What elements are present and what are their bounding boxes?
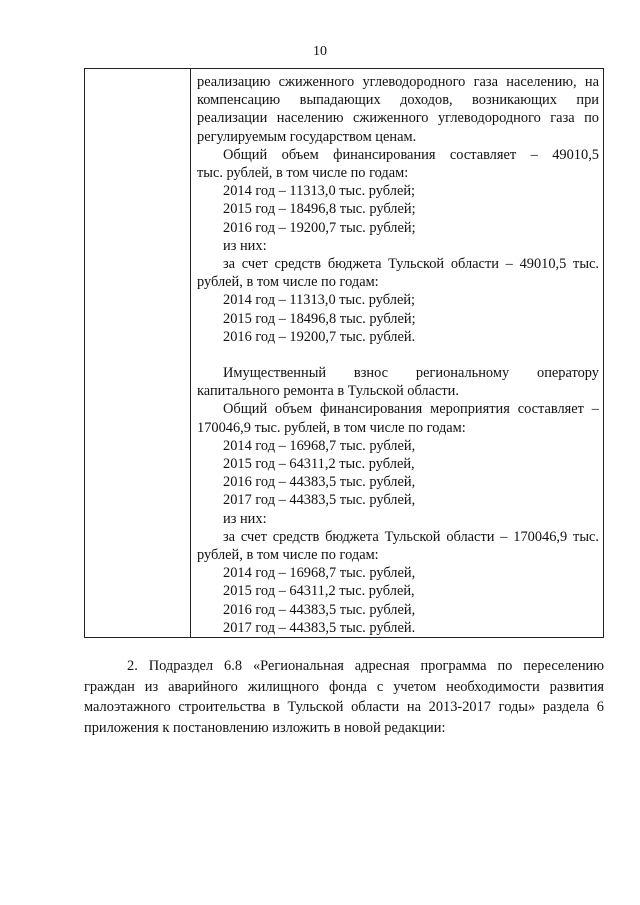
capital-repair-budget-year-line: 2014 год – 16968,7 тыс. рублей, (223, 565, 416, 582)
capital-repair-title-line: Имущественный взнос региональному оператору (223, 365, 599, 382)
capital-repair-year-line: 2014 год – 16968,7 тыс. рублей, (223, 437, 416, 454)
capital-repair-budget-line: за счет средств бюджета Тульской области – 170046,9 тыс. (223, 528, 599, 545)
capital-repair-year-line: 2015 год – 64311,2 тыс. рублей, (223, 456, 415, 473)
capital-repair-title-line: капитального ремонта в Тульской области. (197, 383, 459, 400)
capital-repair-section (197, 364, 599, 637)
gas-year-line: 2014 год – 11313,0 тыс. рублей; (223, 183, 416, 200)
amendment-paragraph (84, 656, 604, 738)
table-right-cell (197, 73, 599, 637)
capital-repair-budget-year-line: 2016 год – 44383,5 тыс. рублей, (223, 601, 416, 618)
gas-budget-year-line: 2015 год – 18496,8 тыс. рублей; (223, 310, 416, 327)
gas-total-line: тыс. рублей, в том числе по годам: (197, 165, 409, 182)
gas-budget-year-line: 2016 год – 19200,7 тыс. рублей. (223, 328, 416, 345)
capital-repair-budget-year-line: 2017 год – 44383,5 тыс. рублей. (223, 619, 416, 636)
capital-repair-budget-line: рублей, в том числе по годам: (197, 547, 379, 564)
gas-section (197, 73, 599, 346)
capital-repair-budget-year-line: 2015 год – 64311,2 тыс. рублей, (223, 583, 415, 600)
gas-year-line: 2016 год – 19200,7 тыс. рублей; (223, 219, 416, 236)
gas-of-them: из них: (223, 237, 267, 254)
gas-intro-line: реализации населению сжиженного углеводородного газа по (197, 110, 599, 127)
gas-intro-line: регулируемым государством ценам. (197, 128, 417, 145)
capital-repair-total-line: Общий объем финансирования мероприятия составляет – (223, 401, 599, 418)
gas-intro-line: реализацию сжиженного углеводородного газа населению, на (197, 74, 599, 90)
gas-intro-line: компенсацию выпадающих доходов, возникающих при (197, 92, 599, 109)
gas-budget-year-line: 2014 год – 11313,0 тыс. рублей; (223, 292, 416, 309)
table-column-divider (190, 69, 191, 637)
capital-repair-total-line: 170046,9 тыс. рублей, в том числе по годам: (197, 419, 466, 436)
capital-repair-year-line: 2016 год – 44383,5 тыс. рублей, (223, 474, 416, 491)
document-table (84, 68, 604, 638)
capital-repair-year-line: 2017 год – 44383,5 тыс. рублей, (223, 492, 416, 509)
gas-budget-line: рублей, в том числе по годам: (197, 274, 379, 291)
page-number: 10 (313, 44, 327, 59)
capital-repair-of-them: из них: (223, 510, 267, 527)
gas-year-line: 2015 год – 18496,8 тыс. рублей; (223, 201, 416, 218)
gas-budget-line: за счет средств бюджета Тульской области – 49010,5 тыс. (223, 256, 599, 273)
amendment-text: 2. Подраздел 6.8 «Региональная адресная программа по переселению граждан из аварийного жилищного фонда с учетом необходимости развития малоэтажного строительства в Тульской области на 2013-2017 годы» раздела 6 приложения к постановлению изложить в новой редакции: (84, 658, 604, 736)
section-spacer (197, 346, 599, 364)
gas-total-line: Общий объем финансирования составляет – 49010,5 (223, 146, 599, 163)
